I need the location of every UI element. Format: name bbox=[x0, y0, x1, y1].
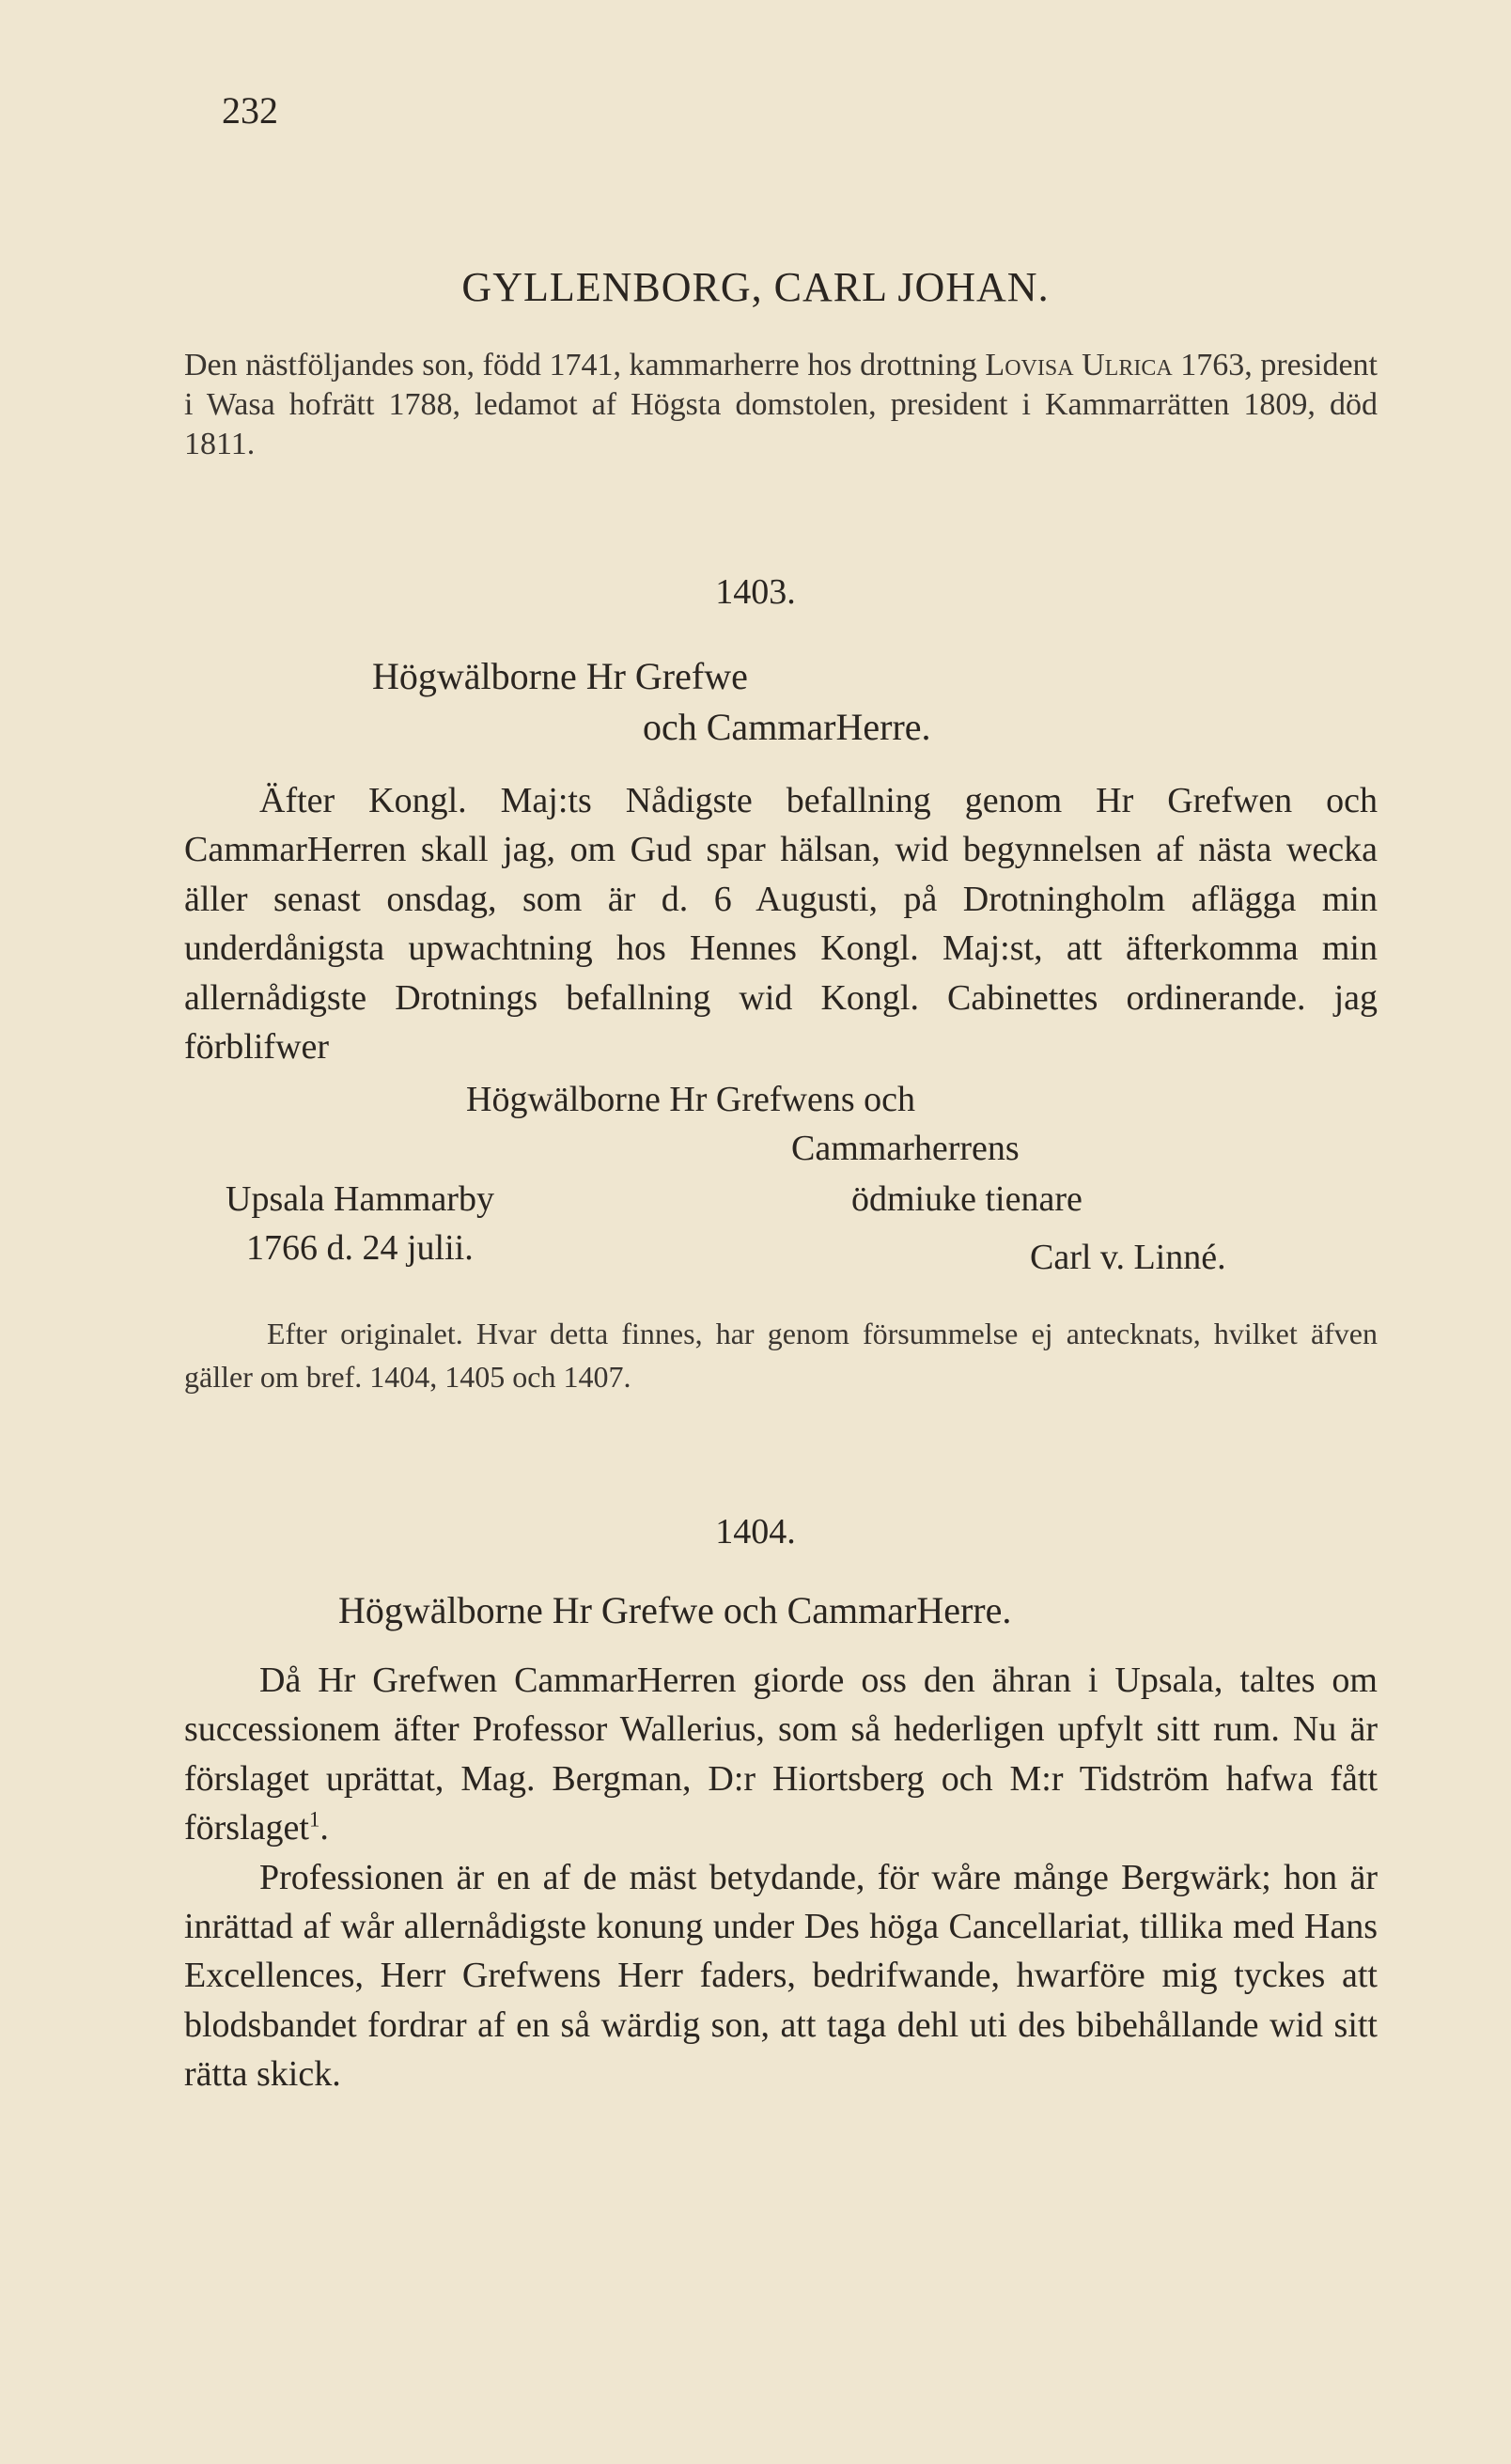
page-number: 232 bbox=[222, 89, 278, 132]
letter-1404-paragraph-2: Professionen är en af de mäst betydande, för wåre månge Bergwärk; hon är inrättad af wår allernådigste konung under Des höga Cancellariat, tillika med Hans Excellences, Herr Grefwens Herr faders, bedrifwande, hwarföre mig tyckes att blodsbandet fordrar af en så wärdig son, att taga dehl uti des bibehållande wid sitt rätta skick. bbox=[184, 1857, 1378, 2095]
letter-1404-body bbox=[184, 1656, 1378, 2099]
letter-1404-paragraph-1-end: . bbox=[319, 1808, 329, 1848]
intro-text: Den nästföljandes son, född 1741, kammarherre hos drottning bbox=[184, 348, 986, 382]
letter-1403-body bbox=[184, 776, 1378, 1071]
letter-1403-salutation-line-2: och CammarHerre. bbox=[643, 706, 931, 748]
letter-1403-date: 1766 d. 24 julii. bbox=[246, 1228, 474, 1268]
page-heading: GYLLENBORG, CARL JOHAN. bbox=[461, 264, 1050, 310]
letter-1403-closing-line-1: Högwälborne Hr Grefwens och bbox=[466, 1080, 916, 1119]
letter-number-1403: 1403. bbox=[715, 572, 796, 612]
biographical-intro bbox=[184, 346, 1378, 464]
letter-1403-text: Äfter Kongl. Maj:ts Nådigste befallning genom Hr Grefwen och CammarHerren skall jag, om Gud spar hälsan, wid begynnelsen af nästa wecka äller senast onsdag, som är d. 6 Augusti, på Drotningholm aflägga min underdånigsta upwachtning hos Hennes Kongl. Maj:st, att äfterkomma min allernådigste Drotnings befallning wid Kongl. Cabinettes ordinerande. jag förblifwer bbox=[184, 781, 1378, 1068]
footnote-reference: 1 bbox=[308, 1807, 320, 1832]
intro-name: Lovisa Ulrica bbox=[985, 348, 1173, 382]
editorial-note bbox=[184, 1312, 1378, 1398]
letter-1403-place: Upsala Hammarby bbox=[226, 1179, 494, 1219]
letter-1404-paragraph-1-text: Då Hr Grefwen CammarHerren giorde oss den ähran i Upsala, taltes om successionem äfter Professor Wallerius, som så hederligen upfylt sitt rum. Nu är förslaget uprättat, Mag. Bergman, D:r Hiortsberg och M:r Tidström hafwa fått förslaget bbox=[184, 1661, 1378, 1848]
letter-1403-salutation-line-1: Högwälborne Hr Grefwe bbox=[372, 655, 748, 697]
intro-text-continued: 1763, president i Wasa hofrätt 1788, ledamot af Högsta domstolen, president i Kammarrätten 1809, död 1811. bbox=[184, 348, 1378, 461]
letter-1403-signature: Carl v. Linné. bbox=[1030, 1238, 1226, 1277]
letter-1403-closing-line-3: ödmiuke tienare bbox=[851, 1179, 1083, 1219]
letter-1404-salutation: Högwälborne Hr Grefwe och CammarHerre. bbox=[338, 1589, 1012, 1631]
letter-1404-paragraph-1 bbox=[184, 1656, 1378, 1853]
letter-number-1404: 1404. bbox=[715, 1512, 796, 1552]
letter-1403-closing-line-2: Cammarherrens bbox=[791, 1129, 1020, 1168]
editorial-note-text: Efter originalet. Hvar detta finnes, har genom försummelse ej antecknats, hvilket äfven gäller om bref. 1404, 1405 och 1407. bbox=[184, 1317, 1378, 1394]
